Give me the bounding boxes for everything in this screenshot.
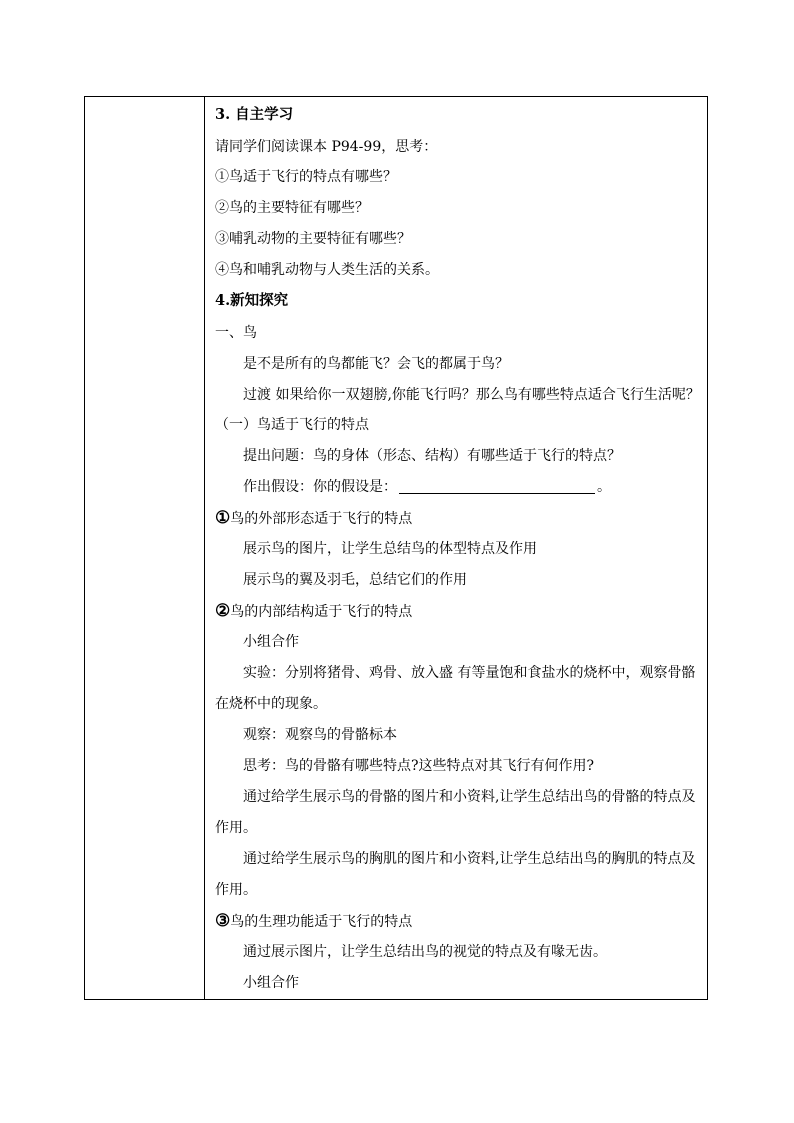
- point-2-group-work: 小组合作: [243, 634, 299, 650]
- point-3-title: 鸟的生理功能适于飞行的特点: [230, 914, 413, 930]
- point-2-muscle-line-1: 通过给学生展示鸟的胸肌的图片和小资料,让学生总结出鸟的胸肌的特点及: [243, 851, 696, 867]
- point-2-observe: 观察：观察鸟的骨骼标本: [243, 727, 397, 743]
- point-3-marker: ③: [215, 911, 231, 931]
- point-3-item-a: 通过展示图片，让学生总结出鸟的视觉的特点及有喙无齿。: [243, 944, 607, 960]
- point-2-bone-line-1: 通过给学生展示鸟的骨骼的图片和小资料,让学生总结出鸟的骨骼的特点及: [243, 789, 696, 805]
- point-1-item-b: 展示鸟的翼及羽毛，总结它们的作用: [243, 572, 467, 588]
- section-3-question-3: ③哺乳动物的主要特征有哪些？: [215, 231, 411, 247]
- hypothesis-prefix: 作出假设：你的假设是：: [243, 479, 397, 495]
- hypothesis-suffix: 。: [597, 479, 611, 495]
- section-4-title: 4.新知探究: [215, 292, 289, 309]
- section-3-title: 3. 自主学习: [215, 106, 294, 123]
- point-2-experiment-line-2: 在烧杯中的现象。: [215, 696, 327, 712]
- section-4-transition: 过渡 如果给你一双翅膀,你能飞行吗？那么鸟有哪些特点适合飞行生活呢？: [243, 387, 700, 403]
- lesson-table: [84, 96, 708, 1000]
- hypothesis-blank: [399, 479, 595, 494]
- point-3-heading: [215, 911, 412, 932]
- point-2-heading: [215, 601, 412, 622]
- section-3-question-1: ①鸟适于飞行的特点有哪些？: [215, 169, 397, 185]
- section-4-part-1: 一、鸟: [215, 325, 257, 341]
- column-divider: [204, 97, 205, 999]
- section-3-question-4: ④鸟和哺乳动物与人类生活的关系。: [215, 262, 439, 278]
- section-3-question-2: ②鸟的主要特征有哪些？: [215, 200, 369, 216]
- section-4-subheading-1: （一）鸟适于飞行的特点: [215, 417, 369, 433]
- section-4-fly-question: 是不是所有的鸟都能飞？会飞的都属于鸟？: [243, 356, 509, 372]
- section-4-hypothesis: [243, 477, 611, 497]
- section-4-problem: 提出问题：鸟的身体（形态、结构）有哪些适于飞行的特点？: [243, 448, 621, 464]
- point-1-heading: [215, 508, 412, 529]
- point-2-bone-line-2: 作用。: [215, 820, 257, 836]
- point-2-muscle-line-2: 作用。: [215, 882, 257, 898]
- point-1-item-a: 展示鸟的图片，让学生总结鸟的体型特点及作用: [243, 541, 537, 557]
- point-1-marker: ①: [215, 508, 231, 528]
- point-2-title: 鸟的内部结构适于飞行的特点: [230, 604, 413, 620]
- point-1-title: 鸟的外部形态适于飞行的特点: [230, 511, 413, 527]
- point-2-marker: ②: [215, 601, 231, 621]
- section-3-intro: 请同学们阅读课本 P94-99，思考：: [215, 139, 438, 155]
- point-2-experiment-line-1: 实验：分别将猪骨、鸡骨、放入盛 有等量饱和食盐水的烧杯中，观察骨骼: [243, 665, 696, 681]
- point-3-group-work: 小组合作: [243, 975, 299, 991]
- point-2-think: 思考：鸟的骨骼有哪些特点?这些特点对其飞行有何作用?: [243, 758, 595, 774]
